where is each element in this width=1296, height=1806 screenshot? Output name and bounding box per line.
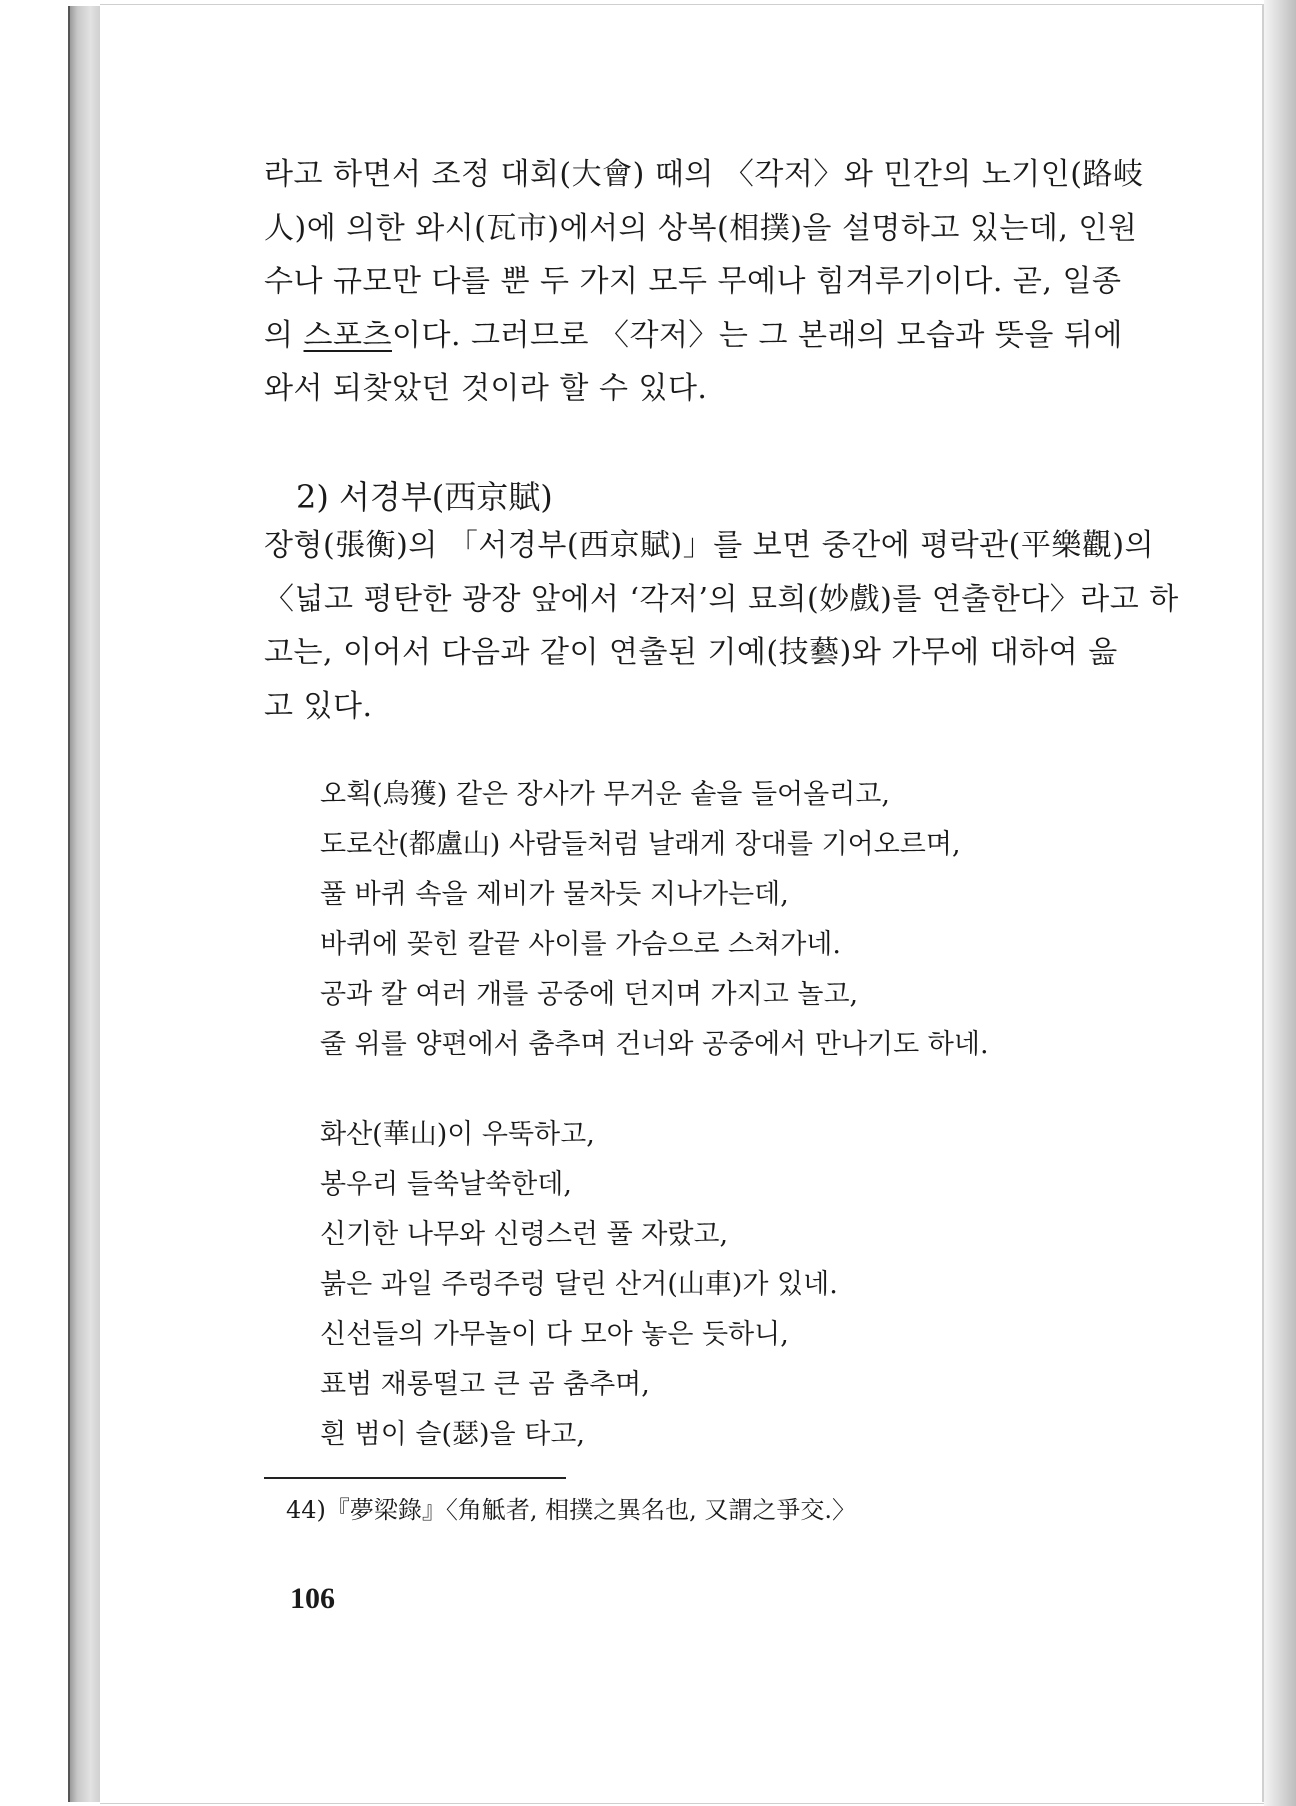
verse-line: 공과 칼 여러 개를 공중에 던지며 가지고 놀고, xyxy=(320,979,859,1010)
section-heading: 2) 서경부(西京賦) xyxy=(296,478,553,516)
paragraph-line: 수나 규모만 다를 뿐 두 가지 모두 무예나 힘겨루기이다. 곧, 일종 xyxy=(264,264,1122,299)
body-paragraph-1 xyxy=(264,148,1144,416)
verse-block-1 xyxy=(320,770,1080,1070)
page-number: 106 xyxy=(290,1582,335,1615)
paragraph-line: 장형(張衡)의 「서경부(西京賦)」를 보면 중간에 평락관(平樂觀)의 xyxy=(264,528,1155,563)
verse-block-2 xyxy=(320,1110,1080,1460)
line-suffix: 이다. 그러므로 〈각저〉는 그 본래의 모습과 뜻을 뒤에 xyxy=(391,317,1123,353)
book-left-edge xyxy=(68,6,100,1802)
footnote-divider xyxy=(264,1477,566,1479)
verse-line: 봉우리 들쑥날쑥한데, xyxy=(320,1169,572,1200)
body-paragraph-2 xyxy=(264,519,1179,733)
verse-line: 신선들의 가무놀이 다 모아 놓은 듯하니, xyxy=(320,1319,789,1350)
paragraph-line: 라고 하면서 조정 대회(大會) 때의 〈각저〉와 민간의 노기인(路岐 xyxy=(264,157,1144,192)
verse-line: 신기한 나무와 신령스런 풀 자랐고, xyxy=(320,1219,729,1250)
verse-line: 바퀴에 꽂힌 칼끝 사이를 가슴으로 스쳐가네. xyxy=(320,929,841,960)
paragraph-line xyxy=(264,309,1124,363)
line-prefix: 의 xyxy=(264,317,304,353)
book-left-edge-line xyxy=(68,6,70,1802)
underlined-word: 스포츠 xyxy=(303,317,392,353)
paragraph-line: 〈넓고 평탄한 광장 앞에서 ‘각저’의 묘희(妙戲)를 연출한다〉라고 하 xyxy=(264,581,1179,617)
verse-line: 붉은 과일 주렁주렁 달린 산거(山車)가 있네. xyxy=(320,1269,838,1300)
verse-line: 표범 재롱떨고 큰 곰 춤추며, xyxy=(320,1369,650,1400)
verse-line: 풀 바퀴 속을 제비가 물차듯 지나가는데, xyxy=(320,879,789,910)
verse-line: 오획(烏獲) 같은 장사가 무거운 솥을 들어올리고, xyxy=(320,779,890,810)
paragraph-line: 고는, 이어서 다음과 같이 연출된 기예(技藝)와 가무에 대하여 읊 xyxy=(264,635,1118,670)
paragraph-line: 人)에 의한 와시(瓦市)에서의 상복(相撲)을 설명하고 있는데, 인원 xyxy=(264,210,1138,246)
footnote: 44)『夢梁錄』〈角觝者, 相撲之異名也, 又謂之爭交.〉 xyxy=(286,1496,857,1524)
verse-line: 도로산(都盧山) 사람들처럼 날래게 장대를 기어오르며, xyxy=(320,829,961,860)
book-right-edge xyxy=(1264,0,1296,1806)
verse-line: 줄 위를 양편에서 춤추며 건너와 공중에서 만나기도 하네. xyxy=(320,1029,989,1060)
paragraph-line: 와서 되찾았던 것이라 할 수 있다. xyxy=(264,371,708,406)
verse-line: 화산(華山)이 우뚝하고, xyxy=(320,1119,595,1150)
verse-line: 흰 범이 슬(瑟)을 타고, xyxy=(320,1419,585,1450)
paragraph-line: 고 있다. xyxy=(264,688,373,724)
